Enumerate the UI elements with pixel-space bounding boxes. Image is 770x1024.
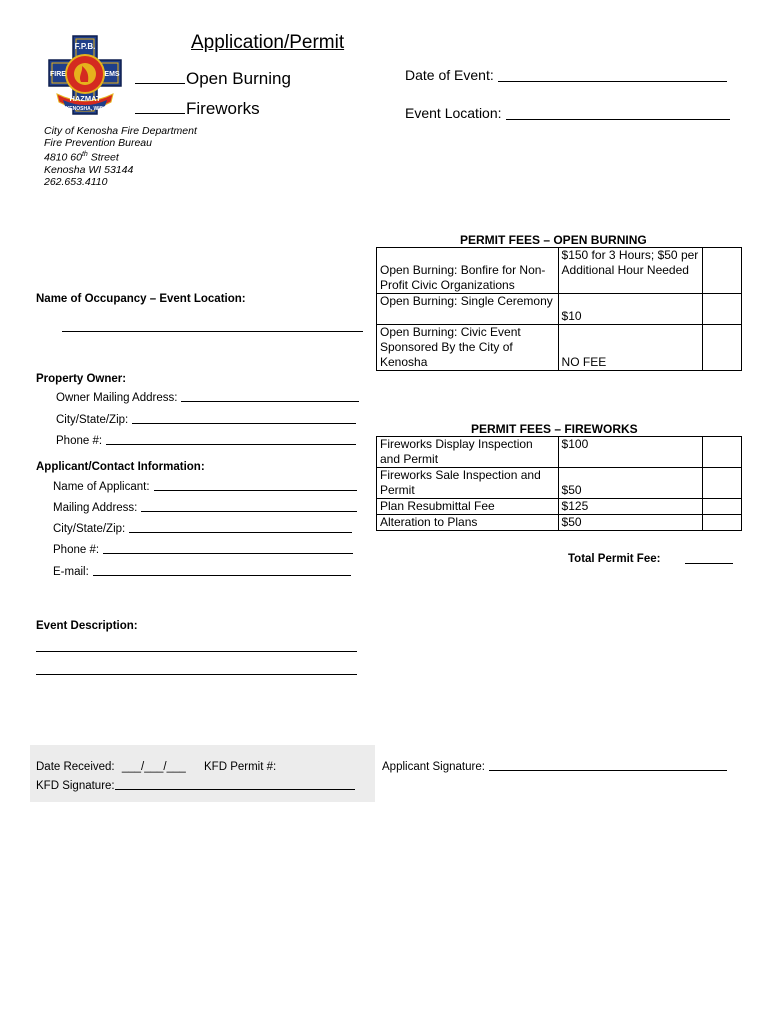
fee-item: Plan Resubmittal Fee [377,499,559,515]
fee-item: Fireworks Sale Inspection and Permit [377,468,559,499]
fee-checkbox[interactable] [703,325,742,371]
open-burning-fees-table [376,247,742,371]
occupancy-label: Name of Occupancy – Event Location: [36,293,246,305]
open-burning-checkbox-line[interactable] [135,83,185,84]
department-address [44,125,197,189]
event-location-field[interactable] [405,105,730,121]
fee-item: Alteration to Plans [377,515,559,531]
applicant-name-input[interactable] [154,490,357,491]
date-received-field[interactable]: Date Received: ___/___/___ [36,761,186,773]
applicant-signature-input[interactable] [489,770,727,771]
applicant-mailing-input[interactable] [141,511,357,512]
event-location-input[interactable] [506,119,730,120]
applicant-email-input[interactable] [93,575,351,576]
applicant-signature-field[interactable]: Applicant Signature: [382,761,727,773]
svg-text:F.P.B.: F.P.B. [74,42,96,51]
fee-checkbox[interactable] [703,248,742,294]
open-burning-fees-title: PERMIT FEES – OPEN BURNING [460,233,647,247]
applicant-email-field[interactable]: E-mail: [53,566,351,578]
fee-checkbox[interactable] [703,468,742,499]
fireworks-checkbox-line[interactable] [135,113,185,114]
owner-mailing-field[interactable]: Owner Mailing Address: [56,392,359,404]
fee-amount: $50 [558,468,703,499]
owner-phone-input[interactable] [106,444,356,445]
fireworks-fees-table [376,436,742,531]
date-of-event-field[interactable] [405,67,727,83]
department-city: Kenosha WI 53144 [44,164,134,177]
event-description-line-1[interactable] [36,651,357,652]
svg-text:EMS: EMS [104,71,120,78]
svg-text:HAZMAT: HAZMAT [69,94,101,103]
open-burning-option[interactable] [135,69,291,89]
owner-mailing-input[interactable] [181,401,359,402]
fee-amount: $125 [558,499,703,515]
table-row [377,248,742,294]
svg-text:FIRE: FIRE [50,71,66,78]
table-row [377,325,742,371]
applicant-phone-field[interactable]: Phone #: [53,544,353,556]
department-phone: 262.653.4110 [44,176,108,189]
open-burning-label: Open Burning [186,69,291,88]
owner-phone-field[interactable]: Phone #: [56,435,356,447]
date-of-event-input[interactable] [498,81,727,82]
department-street: 4810 60th Street [44,151,119,164]
applicant-heading: Applicant/Contact Information: [36,461,205,473]
fee-amount: $100 [558,437,703,468]
fee-checkbox[interactable] [703,499,742,515]
form-title: Application/Permit [191,32,345,53]
occupancy-input[interactable] [62,331,363,332]
applicant-phone-input[interactable] [103,553,353,554]
fee-amount: NO FEE [558,325,703,371]
table-row [377,437,742,468]
fee-checkbox[interactable] [703,437,742,468]
applicant-name-field[interactable]: Name of Applicant: [53,481,357,493]
fee-checkbox[interactable] [703,515,742,531]
kfd-signature-input[interactable] [115,789,355,790]
applicant-mailing-field[interactable]: Mailing Address: [53,502,357,514]
fee-amount: $150 for 3 Hours; $50 per Additional Hour Needed [558,248,703,294]
fee-item: Fireworks Display Inspection and Permit [377,437,559,468]
event-location-label: Event Location: [405,105,502,121]
table-row [377,499,742,515]
fire-department-logo [45,34,125,120]
fireworks-label: Fireworks [186,99,260,118]
kfd-signature-field[interactable]: KFD Signature: [36,780,355,792]
table-row [377,294,742,325]
property-owner-heading: Property Owner: [36,373,127,385]
fee-item: Open Burning: Single Ceremony [377,294,559,325]
fee-amount: $50 [558,515,703,531]
fireworks-fees-title: PERMIT FEES – FIREWORKS [471,422,638,436]
total-permit-fee-label: Total Permit Fee: [568,553,661,565]
table-row [377,468,742,499]
fee-checkbox[interactable] [703,294,742,325]
fireworks-option[interactable] [135,99,260,119]
applicant-city-field[interactable]: City/State/Zip: [53,523,352,535]
date-received-input[interactable]: ___/___/___ [121,761,186,773]
owner-city-input[interactable] [132,423,356,424]
svg-text:KENOSHA, WIS.: KENOSHA, WIS. [65,106,105,112]
event-description-label: Event Description: [36,620,138,632]
fee-amount: $10 [558,294,703,325]
total-permit-fee-input[interactable] [685,563,733,564]
date-of-event-label: Date of Event: [405,67,494,83]
applicant-city-input[interactable] [129,532,352,533]
owner-city-field[interactable]: City/State/Zip: [56,414,356,426]
department-name: City of Kenosha Fire Department [44,125,197,137]
department-bureau: Fire Prevention Bureau [44,137,152,150]
fee-item: Open Burning: Bonfire for Non-Profit Civic Organizations [377,248,559,294]
table-row [377,515,742,531]
fee-item: Open Burning: Civic Event Sponsored By the City of Kenosha [377,325,559,371]
event-description-line-2[interactable] [36,674,357,675]
office-use-box [30,745,375,802]
kfd-permit-field[interactable]: KFD Permit #: [204,761,277,773]
